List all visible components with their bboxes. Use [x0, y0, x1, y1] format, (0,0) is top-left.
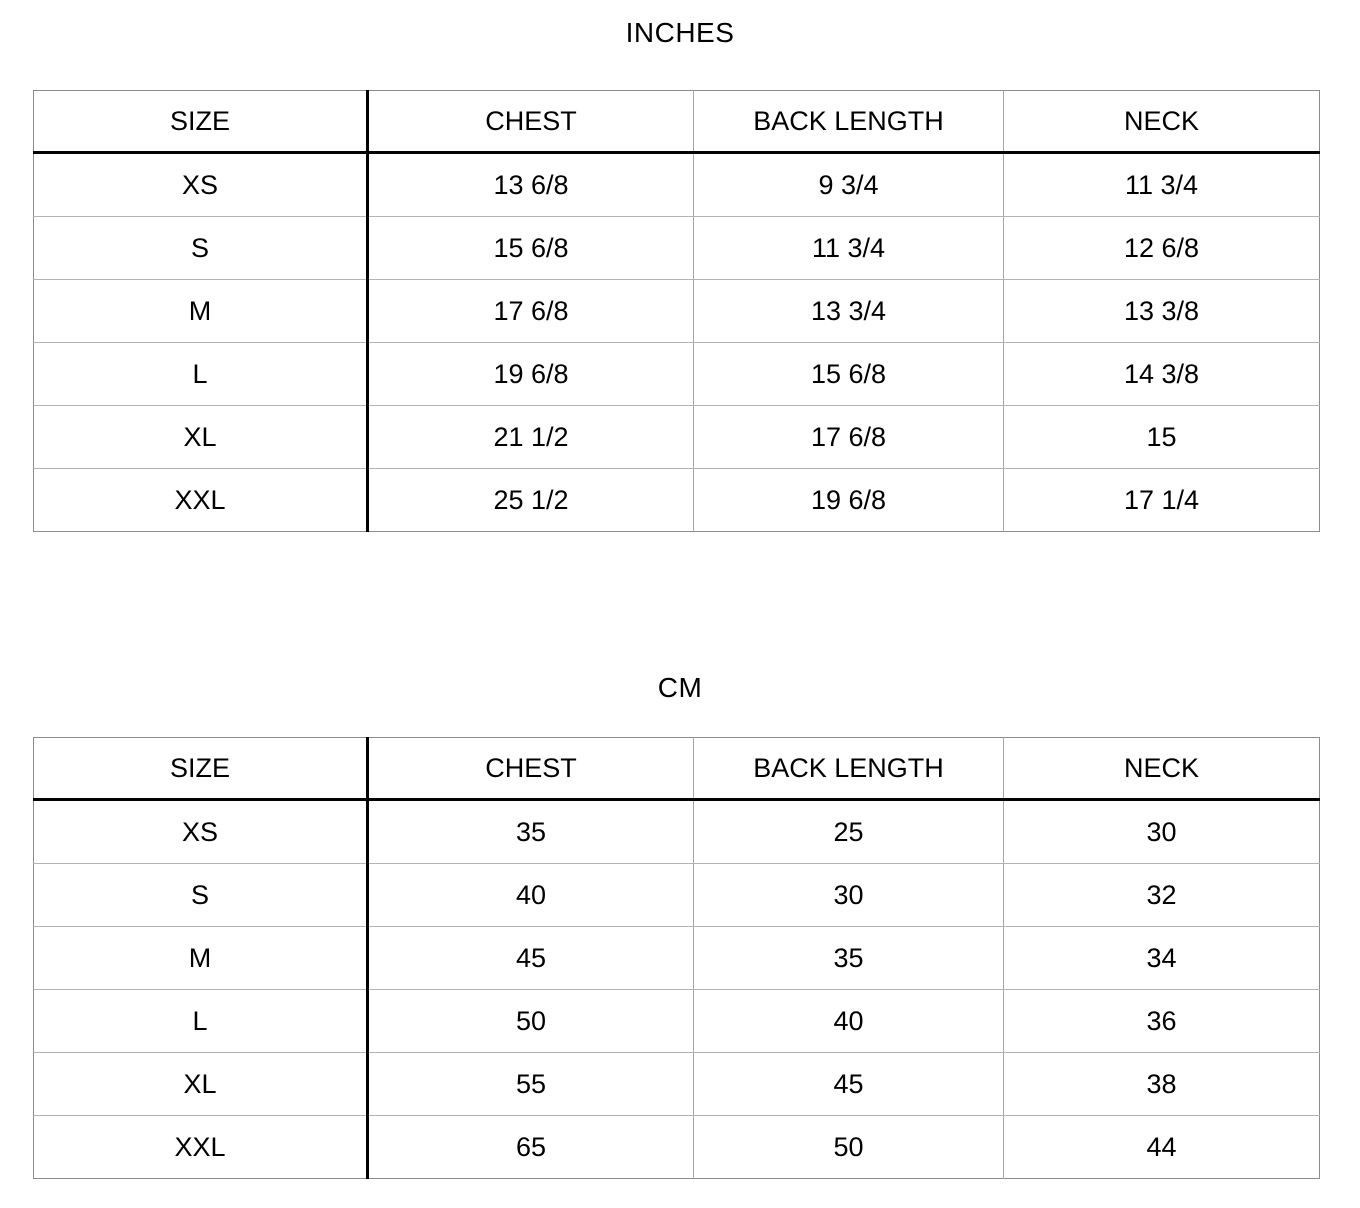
value-cell: 25 — [694, 800, 1004, 864]
size-cell: XS — [34, 153, 368, 217]
value-cell: 17 6/8 — [694, 406, 1004, 469]
value-cell: 15 6/8 — [368, 217, 694, 280]
value-cell: 50 — [368, 990, 694, 1053]
table-row — [34, 153, 1320, 217]
cm-table-title: CM — [657, 672, 703, 703]
size-cell: S — [34, 864, 368, 927]
value-cell: 65 — [368, 1116, 694, 1179]
size-cell: M — [34, 280, 368, 343]
size-cell: L — [34, 990, 368, 1053]
size-cell: L — [34, 343, 368, 406]
value-cell: 30 — [1004, 800, 1320, 864]
value-cell: 35 — [694, 927, 1004, 990]
value-cell: 40 — [694, 990, 1004, 1053]
column-header-size: SIZE — [34, 738, 368, 800]
table-row — [34, 1053, 1320, 1116]
cm-size-table — [33, 737, 1320, 1179]
value-cell: 21 1/2 — [368, 406, 694, 469]
value-cell: 25 1/2 — [368, 469, 694, 532]
column-header-neck: NECK — [1004, 91, 1320, 153]
value-cell: 15 — [1004, 406, 1320, 469]
table-row — [34, 1116, 1320, 1179]
size-cell: XS — [34, 800, 368, 864]
value-cell: 45 — [368, 927, 694, 990]
value-cell: 13 6/8 — [368, 153, 694, 217]
value-cell: 35 — [368, 800, 694, 864]
value-cell: 36 — [1004, 990, 1320, 1053]
value-cell: 12 6/8 — [1004, 217, 1320, 280]
value-cell: 55 — [368, 1053, 694, 1116]
column-header-back-length: BACK LENGTH — [694, 738, 1004, 800]
size-cell: XXL — [174, 484, 226, 515]
value-cell: 50 — [694, 1116, 1004, 1179]
value-cell: 44 — [1004, 1116, 1320, 1179]
table-row — [34, 343, 1320, 406]
value-cell: 19 6/8 — [368, 343, 694, 406]
column-header-size: SIZE — [34, 91, 368, 153]
value-cell: 34 — [1004, 927, 1320, 990]
table-row — [34, 864, 1320, 927]
table-row — [34, 469, 1320, 532]
size-cell: S — [34, 217, 368, 280]
size-cell: XL — [34, 1053, 368, 1116]
cm-table-header — [34, 738, 1320, 800]
value-cell: 30 — [694, 864, 1004, 927]
value-cell: 11 3/4 — [1004, 153, 1320, 217]
value-cell: 13 3/4 — [694, 280, 1004, 343]
column-header-chest: CHEST — [368, 738, 694, 800]
inches-size-table — [33, 90, 1320, 532]
inches-table-body — [34, 153, 1320, 532]
value-cell: 9 3/4 — [694, 153, 1004, 217]
size-cell: M — [34, 927, 368, 990]
table-row — [34, 990, 1320, 1053]
table-row — [34, 280, 1320, 343]
column-header-back-length: BACK LENGTH — [694, 91, 1004, 153]
table-row — [34, 800, 1320, 864]
size-cell: XXL — [174, 1131, 226, 1162]
value-cell: 40 — [368, 864, 694, 927]
table-row — [34, 927, 1320, 990]
inches-table-header — [34, 91, 1320, 153]
value-cell: 45 — [694, 1053, 1004, 1116]
cm-table-body — [34, 800, 1320, 1179]
value-cell: 17 1/4 — [1004, 469, 1320, 532]
value-cell: 14 3/8 — [1004, 343, 1320, 406]
header-row — [34, 91, 1320, 153]
column-header-chest: CHEST — [368, 91, 694, 153]
inches-table-title: INCHES — [625, 17, 735, 48]
inches-section — [0, 0, 1360, 532]
table-row — [34, 217, 1320, 280]
column-header-neck: NECK — [1004, 738, 1320, 800]
value-cell: 38 — [1004, 1053, 1320, 1116]
size-cell: XL — [34, 406, 368, 469]
value-cell: 11 3/4 — [694, 217, 1004, 280]
value-cell: 17 6/8 — [368, 280, 694, 343]
value-cell: 19 6/8 — [694, 469, 1004, 532]
value-cell: 13 3/8 — [1004, 280, 1320, 343]
header-row — [34, 738, 1320, 800]
value-cell: 15 6/8 — [694, 343, 1004, 406]
value-cell: 32 — [1004, 864, 1320, 927]
cm-section — [0, 532, 1360, 1179]
table-row — [34, 406, 1320, 469]
